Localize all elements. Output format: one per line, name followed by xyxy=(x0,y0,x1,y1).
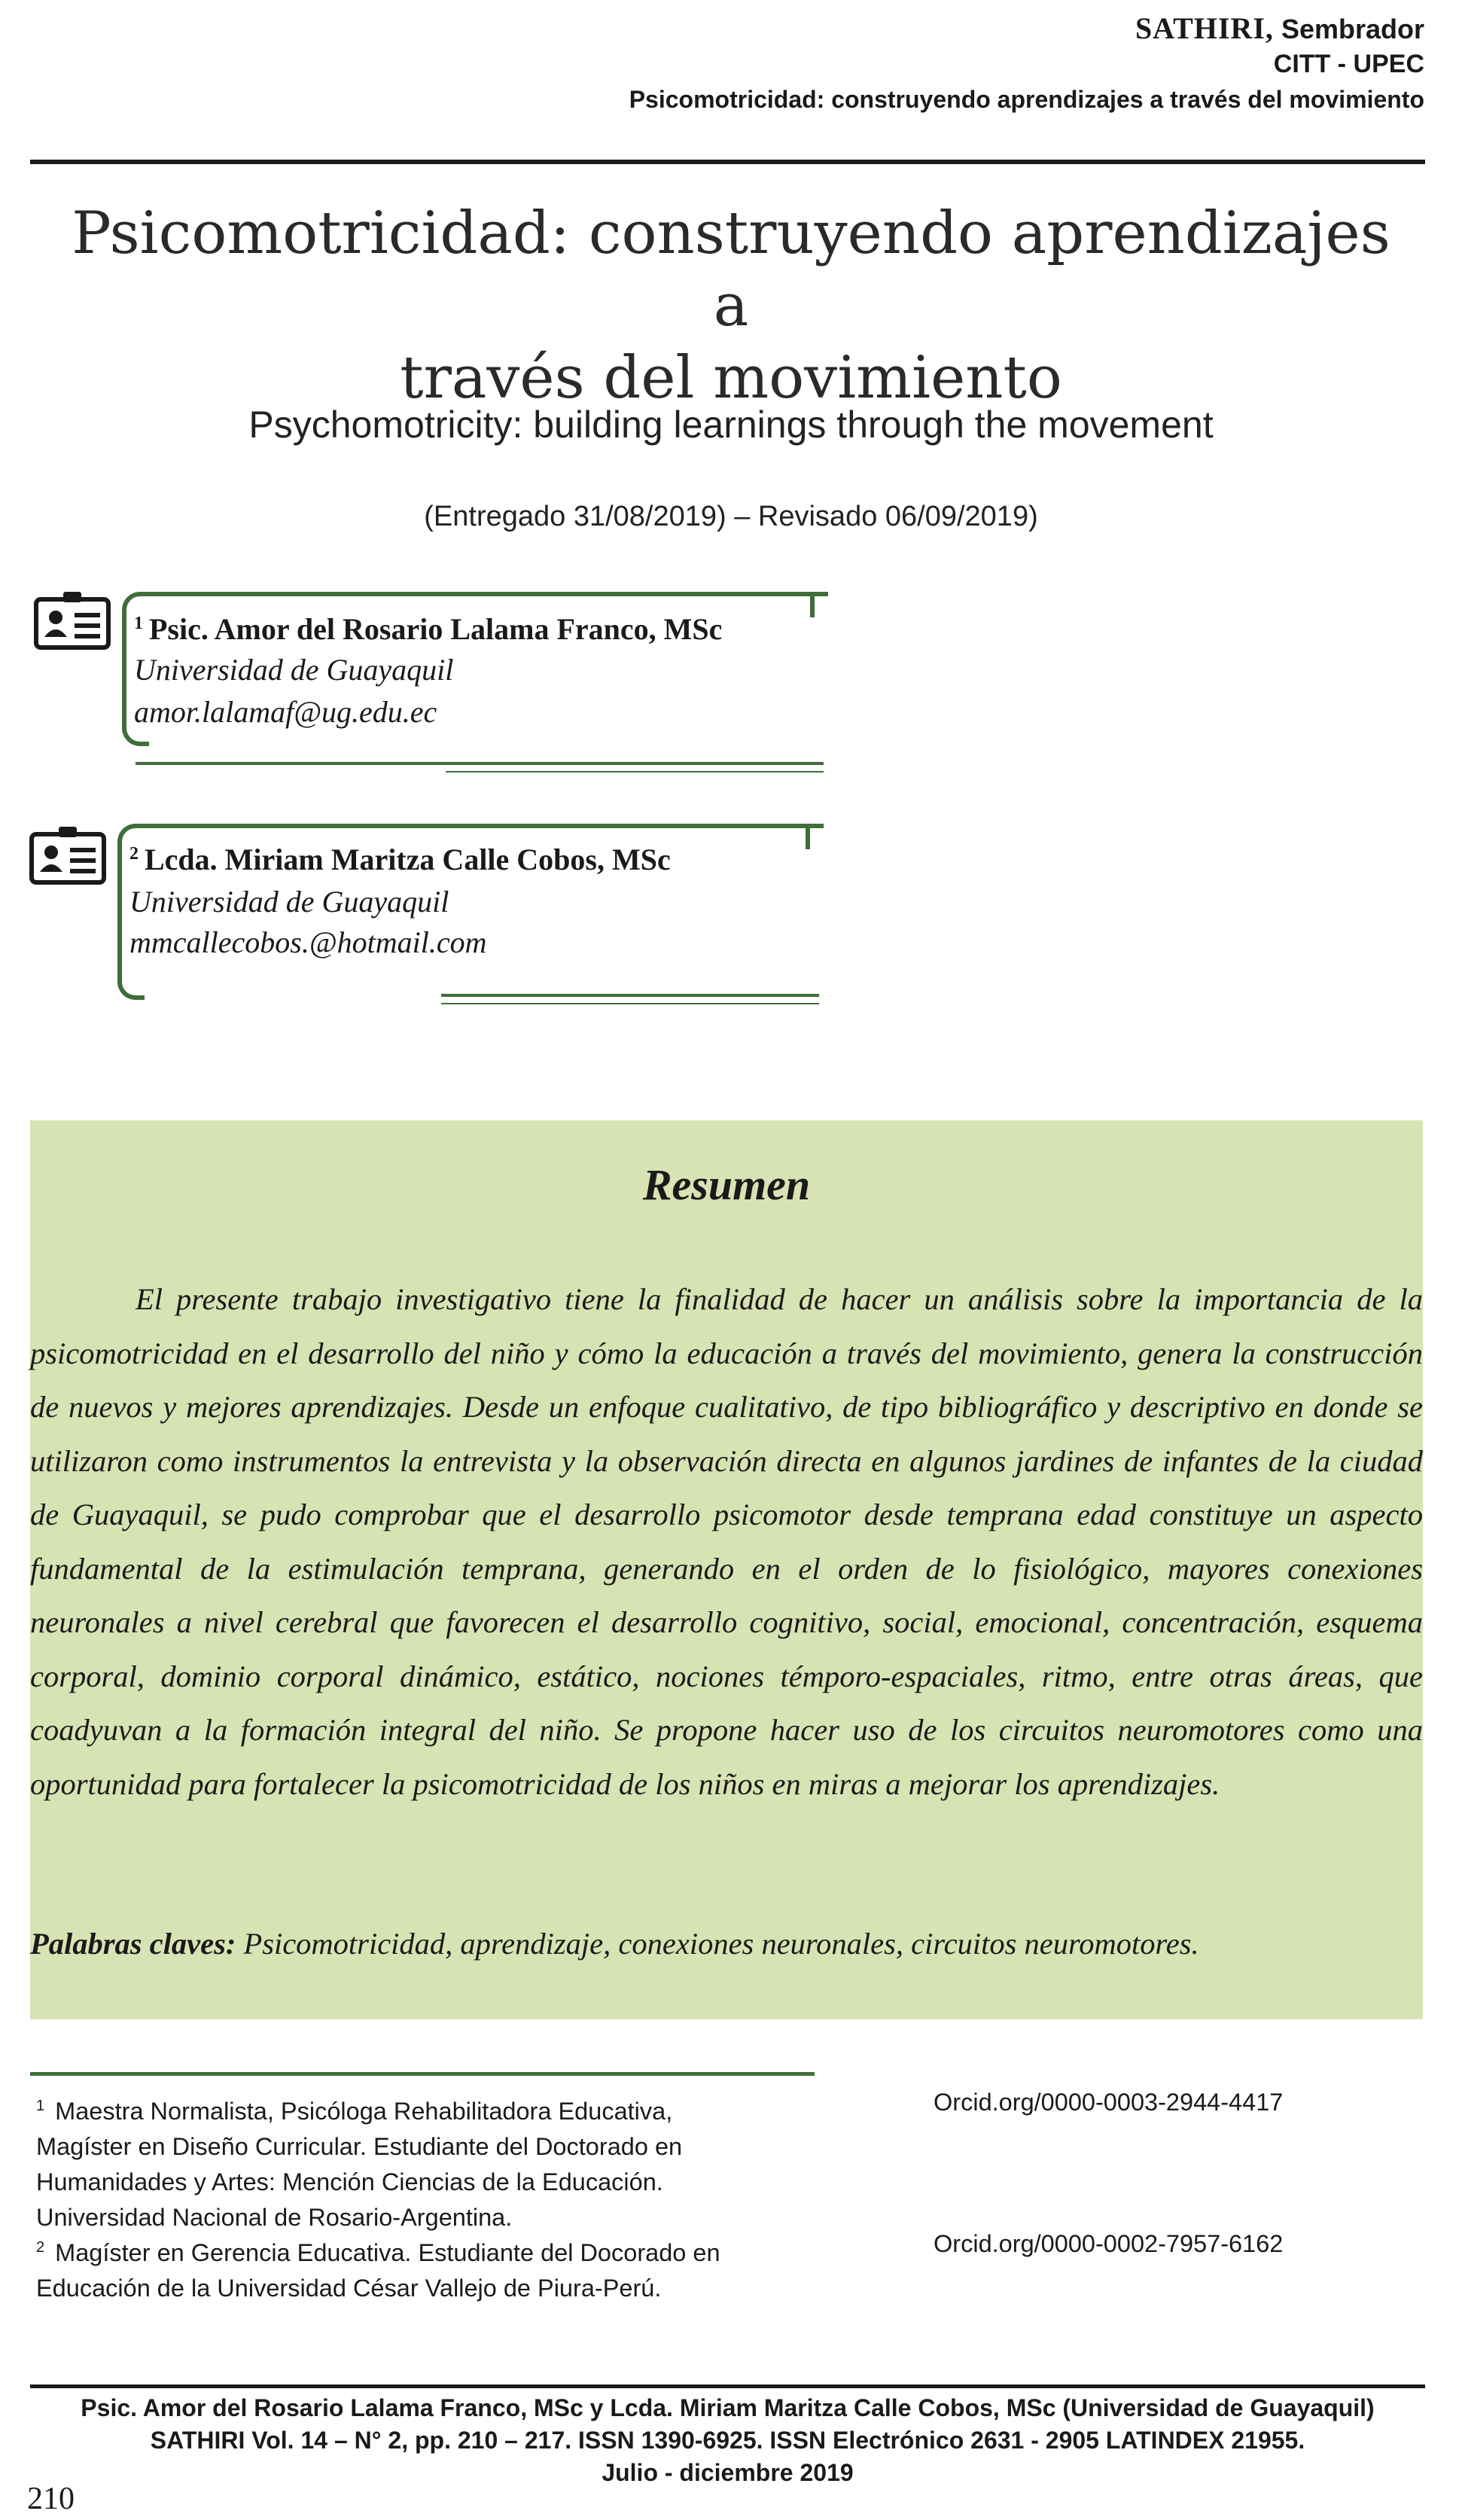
abstract-heading: Resumen xyxy=(642,1160,811,1209)
author-name-text: Psic. Amor del Rosario Lalama Franco, MSc xyxy=(149,612,723,646)
author-card-underline xyxy=(136,762,452,765)
footer-authors: Psic. Amor del Rosario Lalama Franco, MSc y Lcda. Miriam Maritza Calle Cobos, MSc (Universidad de Guayaquil) xyxy=(81,2394,1375,2421)
page-number: 210 xyxy=(27,2482,75,2516)
footer-divider xyxy=(30,2384,1425,2388)
footnote-line: Educación de la Universidad César Vallejo de Piura-Perú. xyxy=(36,2274,662,2302)
author-institution: Universidad de Guayaquil xyxy=(134,653,454,687)
footnote-number: 1 xyxy=(36,2098,45,2114)
journal-section: Sembrador xyxy=(1281,14,1424,44)
author-card-underline xyxy=(441,994,819,997)
footnote-line: $^2$ Magíster en Gerencia Educativa. Estudiante del Docorado en xyxy=(36,2238,720,2266)
author-card-frame-corner xyxy=(806,824,810,849)
id-card-icon xyxy=(33,589,111,651)
author-card-underline xyxy=(441,1003,819,1004)
author-name xyxy=(129,842,671,877)
author-name-text: Lcda. Miriam Maritza Calle Cobos, MSc xyxy=(145,843,671,876)
keywords-label: Palabras claves: xyxy=(30,1927,236,1961)
header-divider xyxy=(30,160,1425,164)
keywords-text: Psicomotricidad, aprendizaje, conexiones neuronales, circuitos neuromotores. xyxy=(243,1927,1199,1961)
footer-citation: SATHIRI Vol. 14 – N° 2, pp. 210 – 217. ISSN 1390-6925. ISSN Electrónico 2631 - 2905 LATINDEX 21955. xyxy=(150,2427,1305,2454)
author-email: mmcallecobos.@hotmail.com xyxy=(129,925,487,959)
author-card-underline xyxy=(446,771,824,772)
author-number: 1 xyxy=(134,613,143,633)
footnote-line: $^1$ Maestra Normalista, Psicóloga Rehabilitadora Educativa, xyxy=(36,2097,673,2125)
orcid-link[interactable]: Orcid.org/0000-0003-2944-4417 xyxy=(934,2089,1284,2116)
journal-header xyxy=(1135,11,1424,46)
keywords xyxy=(30,1926,1423,1961)
author-name xyxy=(134,611,722,647)
footnote xyxy=(36,2230,720,2306)
author-card-frame-corner xyxy=(810,592,815,617)
id-card-icon xyxy=(29,824,107,885)
article-title-line: Psicomotricidad: construyendo aprendizajes a xyxy=(72,200,1390,340)
running-title: Psicomotricidad: construyendo aprendizajes a través del movimiento xyxy=(629,86,1424,113)
footnote-divider xyxy=(30,2072,815,2076)
author-email: amor.lalamaf@ug.edu.ec xyxy=(134,695,437,729)
author-institution: Universidad de Guayaquil xyxy=(129,885,449,919)
submission-dates: (Entregado 31/08/2019) – Revisado 06/09/2019) xyxy=(424,501,1038,532)
footnote-line: Universidad Nacional de Rosario-Argentina. xyxy=(36,2203,513,2231)
article-title-line: través del movimiento xyxy=(400,344,1062,412)
author-number: 2 xyxy=(129,843,139,864)
organization: CITT - UPEC xyxy=(1273,50,1424,78)
footnote-number: 2 xyxy=(36,2239,45,2256)
footnote-line: Humanidades y Artes: Mención Ciencias de la Educación. xyxy=(36,2168,663,2195)
abstract-body: El presente trabajo investigativo tiene la finalidad de hacer un análisis sobre la importancia de la psicomotricidad en el desarrollo del niño y cómo la educación a través del movimiento, genera la construcción de nuevos y mejores aprendizajes. Desde un enfoque cualitativo, de tipo bibliográfico y descriptivo en donde se utilizaron como instrumentos la entrevista y la observación directa en algunos jardines de infantes de la ciudad de Guayaquil, se pudo comprobar que el desarrollo psicomotor desde temprana edad constituye un aspecto fundamental de la estimulación temprana, generando en el orden de lo fisiológico, mayores conexiones neuronales a nivel cerebral que favorecen el desarrollo cognitivo, social, emocional, concentración, esquema corporal, dominio corporal dinámico, estático, nociones témporo-espaciales, ritmo, entre otras áreas, que coadyuvan a la formación integral del niño. Se propone hacer uso de los circuitos neuromotores como una oportunidad para fortalecer la psicomotricidad de los niños en miras a mejorar los aprendizajes. xyxy=(30,1282,1423,1801)
footnote-line: Magíster en Diseño Curricular. Estudiante del Doctorado en xyxy=(36,2132,683,2160)
footer-period: Julio - diciembre 2019 xyxy=(602,2459,854,2486)
article-title-english: Psychomotricity: building learnings through the movement xyxy=(248,404,1214,446)
author-card-underline xyxy=(446,762,824,765)
footnote xyxy=(36,2089,682,2235)
orcid-link[interactable]: Orcid.org/0000-0002-7957-6162 xyxy=(934,2230,1284,2257)
journal-name: SATHIRI, xyxy=(1135,11,1274,45)
article-title xyxy=(45,197,1417,414)
